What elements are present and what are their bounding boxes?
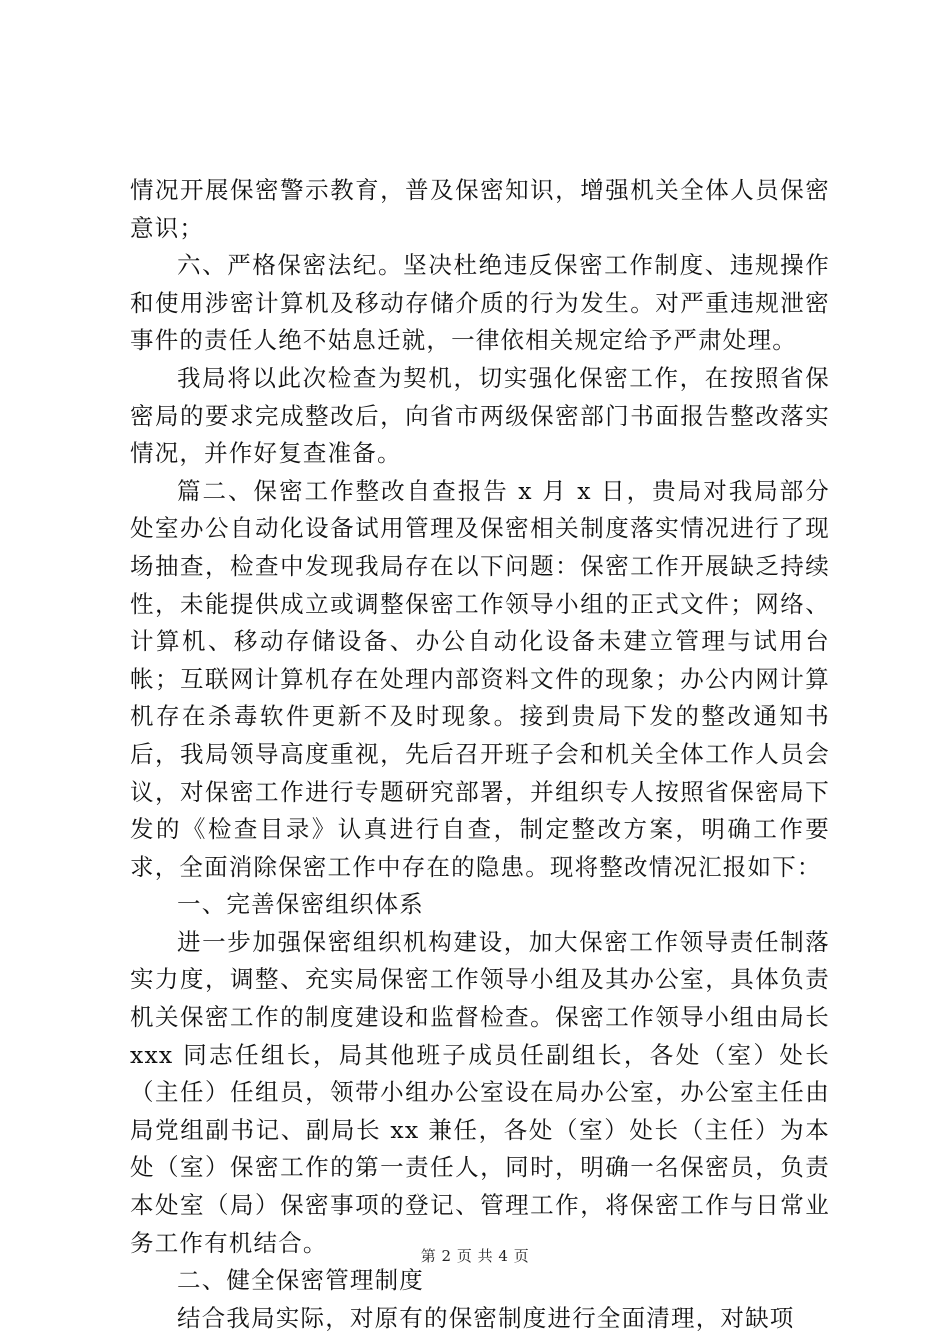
paragraph-report-intro: 篇二、保密工作整改自查报告 x 月 x 日，贵局对我局部分处室办公自动化设备试用管理及保密相关制度落实情况进行了现场抽查，检查中发现我局存在以下问题：保密工作开展缺乏持续性，未能提供成立或调整保密工作领导小组的正式文件；网络、计算机、移动存储设备、办公自动化设备未建立管理与试用台帐；互联网计算机存在处理内部资料文件的现象；办公内网计算机存在杀毒软件更新不及时现象。接到贵局下发的整改通知书后，我局领导高度重视，先后召开班子会和机关全体工作人员会议，对保密工作进行专题研究部署，并组织专人按照省保密局下发的《检查目录》认真进行自查，制定整改方案，明确工作要求，全面消除保密工作中存在的隐患。现将整改情况汇报如下： (130, 476, 830, 881)
section-heading-organization: 一、完善保密组织体系 (177, 890, 424, 919)
section-heading-management: 二、健全保密管理制度 (177, 1266, 424, 1295)
paragraph-discipline: 六、严格保密法纪。坚决杜绝违反保密工作制度、违规操作和使用涉密计算机及移动存储介质的行为发生。对严重违规泄密事件的责任人绝不姑息迁就，一律依相关规定给予严肃处理。 (130, 251, 830, 355)
paragraph-rectification-plan: 我局将以此次检查为契机，切实强化保密工作，在按照省保密局的要求完成整改后，向省市两级保密部门书面报告整改落实情况，并作好复查准备。 (130, 363, 830, 468)
paragraph-organization: 进一步加强保密组织机构建设，加大保密工作领导责任制落实力度，调整、充实局保密工作领导小组及其办公室，具体负责机关保密工作的制度建设和监督检查。保密工作领导小组由局长 xxx 同志任组长，局其他班子成员任副组长，各处（室）处长（主任）任组员，领带小组办公室设在局办公室，办公室主任由局党组副书记、副局长 xx 兼任，各处（室）处长（主任）为本处（室）保密工作的第一责任人，同时，明确一名保密员，负责本处室（局）保密事项的登记、管理工作，将保密工作与日常业务工作有机结合。 (130, 927, 830, 1257)
page-number-footer: 第 2 页 共 4 页 (420, 1247, 530, 1265)
paragraph-continuation: 情况开展保密警示教育，普及保密知识，增强机关全体人员保密意识； (130, 176, 830, 242)
paragraph-management: 结合我局实际，对原有的保密制度进行全面清理，对缺项 (177, 1303, 795, 1332)
document-body (130, 172, 830, 1337)
